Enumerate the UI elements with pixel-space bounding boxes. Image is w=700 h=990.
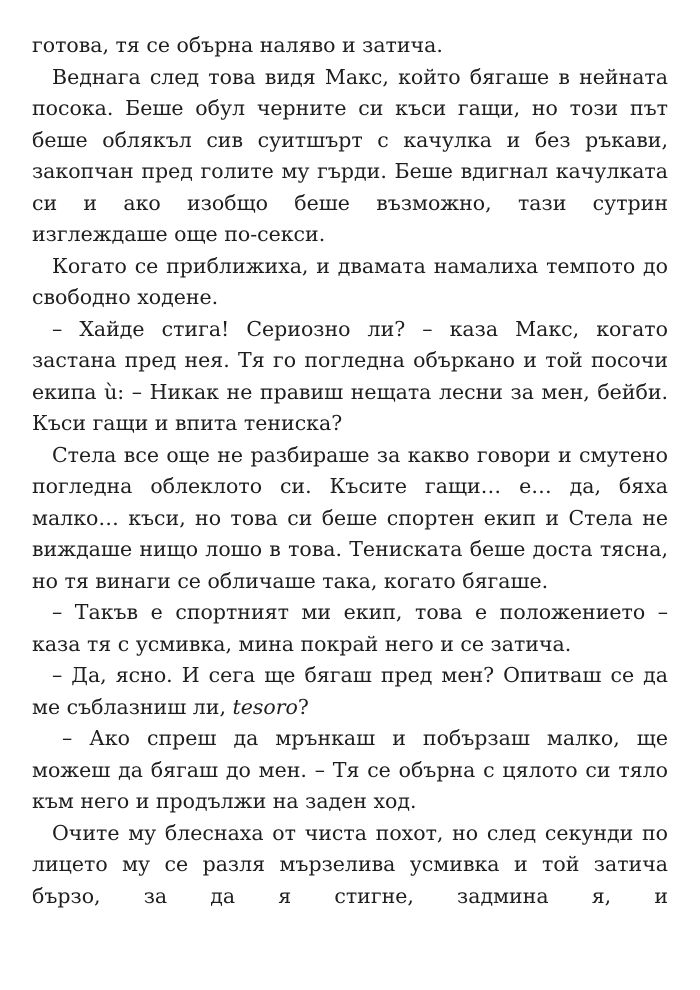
paragraph-4: – Хайде стига! Сериозно ли? – каза Макс, когато застана пред нея. Тя го погледна объркано и той посочи екипа ù: – Никак не правиш нещата лесни за мен, бейби. Къси гащи и впита тениска? <box>32 316 668 435</box>
page-text <box>32 30 668 912</box>
paragraph-6: – Такъв е спортният ми екип, това е положението – каза тя с усмивка, мина покрай него и се затича. <box>32 600 668 656</box>
paragraph-8: – Ако спреш да мрънкаш и побързаш малко, ще можеш да бягаш до мен. – Тя се обърна с цялото си тяло към него и продължи на заден ход. <box>32 726 668 813</box>
paragraph-9: Очите му блеснаха от чиста похот, но след секунди по лицето му се разля мързелива усмивка и той затича бързо, за да я стигне, задмина я, и <box>32 820 668 908</box>
paragraph-7-text: – Да, ясно. И сега ще бягаш пред мен? Опитваш се да ме съблазниш ли, <box>32 663 668 719</box>
italic-word: tesoro <box>232 694 298 719</box>
paragraph-1: готова, тя се обърна наляво и затича. <box>32 33 443 57</box>
paragraph-7-end: ? <box>297 694 309 719</box>
paragraph-3: Когато се приближиха, и двамата намалиха темпото до свободно ходене. <box>32 253 668 309</box>
paragraph-2: Веднага след това видя Макс, който бягаше в нейната посока. Беше обул черните си къси гащи, но този път беше облякъл сив суитшърт с качулка и без ръкави, закопчан пред голите му гърди. Беше вдигнал качулката си и ако изобщо беше възможно, тази сутрин изглеждаше още по-секси. <box>32 64 668 246</box>
paragraph-7 <box>32 660 668 723</box>
paragraph-5: Стела все още не разбираше за какво говори и смутено погледна облеклото си. Късите гащи… е… да, бяха малко… къси, но това си беше спортен екип и Стела не виждаше нищо лошо в това. Тениската беше доста тясна, но тя винаги се обличаше така, когато бягаше. <box>32 442 668 593</box>
